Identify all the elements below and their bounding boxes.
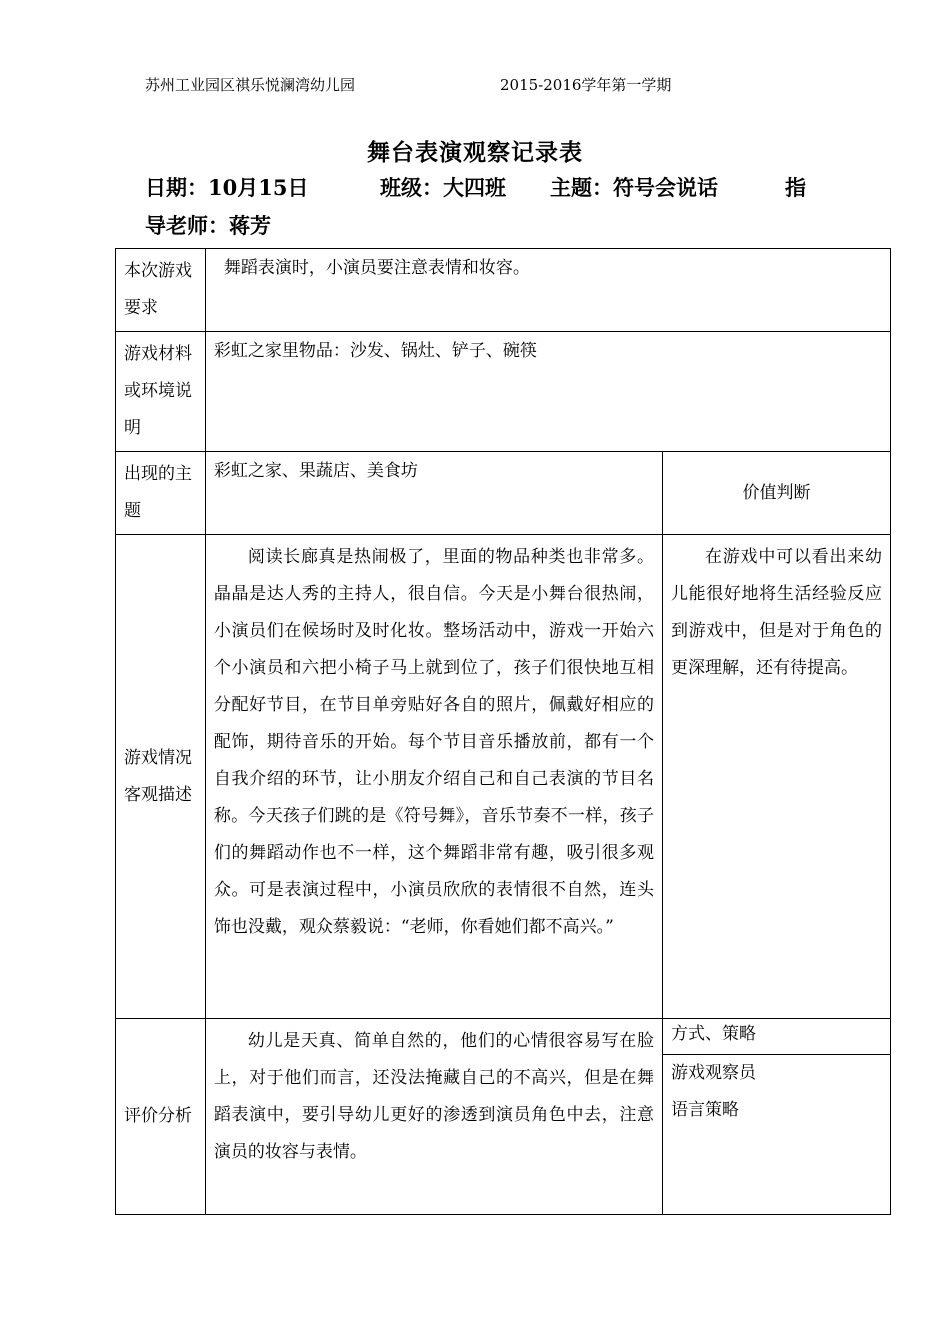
meta-date: 日期：10月15日 bbox=[145, 175, 309, 200]
method-line1: 游戏观察员 bbox=[670, 1063, 756, 1083]
requirement-value: 舞蹈表演时，小演员要注意表情和妆容。 bbox=[205, 249, 890, 332]
row-materials bbox=[116, 332, 891, 452]
evaluation-label: 评价分析 bbox=[116, 1019, 206, 1215]
row-description bbox=[116, 535, 891, 1019]
description-value: 阅读长廊真是热闹极了，里面的物品种类也非常多。晶晶是达人秀的主持人，很自信。今天是小舞台很热闹，小演员们在候场时及时化妆。整场活动中，游戏一开始六个小演员和六把小椅子马上就到位了，孩子们很快地互相分配好节目，在节目单旁贴好各自的照片，佩戴好相应的配饰，期待音乐的开始。每个节目音乐播放前，都有一个自我介绍的环节，让小朋友介绍自己和自己表演的节目名称。今天孩子们跳的是《符号舞》，音乐节奏不一样，孩子们的舞蹈动作也不一样，这个舞蹈非常有趣，吸引很多观众。可是表演过程中，小演员欣欣的表情很不自然，连头饰也没戴，观众蔡毅说：“老师，你看她们都不高兴。” bbox=[205, 535, 662, 1019]
method-line2: 语言策略 bbox=[670, 1100, 739, 1120]
meta-teacher: 导老师：蒋芳 bbox=[145, 213, 271, 238]
row-themes bbox=[116, 452, 891, 535]
meta-teacher-prefix: 指 bbox=[785, 175, 806, 200]
themes-value: 彩虹之家、果蔬店、美食坊 bbox=[205, 452, 662, 535]
method-header: 方式、策略 bbox=[663, 1019, 890, 1055]
judgement-value: 在游戏中可以看出来幼儿能很好地将生活经验反应到游戏中，但是对于角色的更深理解，还有待提高。 bbox=[662, 535, 890, 1019]
materials-value: 彩虹之家里物品：沙发、锅灶、铲子、碗筷 bbox=[205, 332, 890, 452]
evaluation-value: 幼儿是天真、简单自然的，他们的心情很容易写在脸上，对于他们而言，还没法掩藏自己的不高兴，但是在舞蹈表演中，要引导幼儿更好的渗透到演员角色中去，注意演员的妆容与表情。 bbox=[205, 1019, 662, 1215]
row-evaluation bbox=[116, 1019, 891, 1215]
method-cell bbox=[662, 1019, 890, 1215]
judgement-header: 价值判断 bbox=[662, 452, 890, 535]
requirement-label: 本次游戏要求 bbox=[116, 249, 206, 332]
themes-label: 出现的主题 bbox=[116, 452, 206, 535]
observation-table bbox=[115, 248, 891, 1215]
school-term: 2015-2016学年第一学期 bbox=[500, 76, 672, 94]
meta-theme: 主题：符号会说话 bbox=[550, 175, 718, 200]
meta-class: 班级：大四班 bbox=[380, 175, 506, 200]
page-title: 舞台表演观察记录表 bbox=[367, 139, 583, 166]
materials-label: 游戏材料或环境说明 bbox=[116, 332, 206, 452]
description-label: 游戏情况客观描述 bbox=[116, 535, 206, 1019]
school-name: 苏州工业园区祺乐悦澜湾幼儿园 bbox=[145, 76, 356, 94]
row-requirement bbox=[116, 249, 891, 332]
